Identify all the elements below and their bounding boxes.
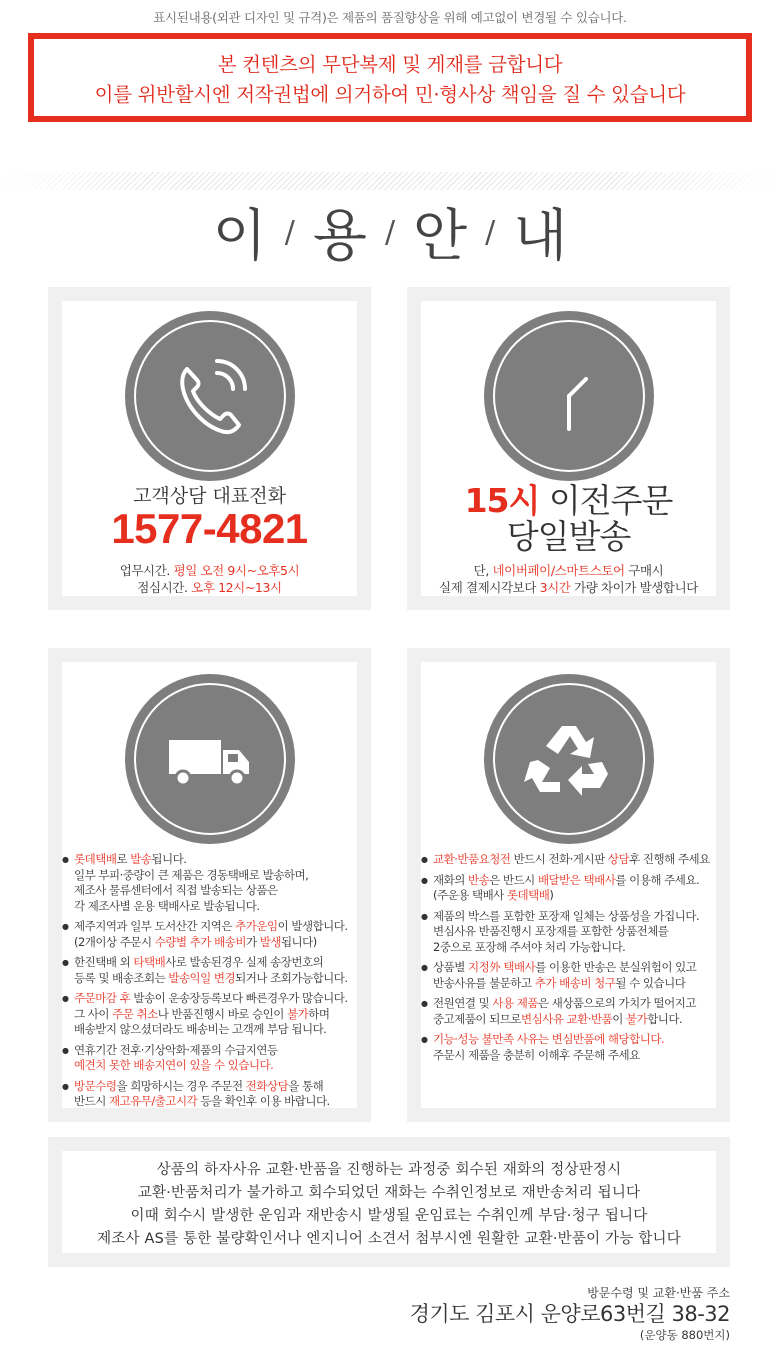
business-hours: 업무시간. 평일 오전 9시~오후5시 — [119, 563, 300, 578]
list-item: ● 롯데택배로 발송됩니다. 일부 부피·중량이 큰 제품은 경동택배로 발송하며, 제조사 물류센터에서 직접 발송되는 상품은 각 제조사별 운용 택배사로 발송됩니다. — [62, 852, 357, 914]
top-notice: 표시된내용(외관 디자인 및 규격)은 제품의 품질향상을 위해 예고없이 변경될 수 있습니다. — [153, 10, 627, 25]
order-cutoff: 15시 이전주문 — [464, 481, 673, 520]
list-item: ● 교환·반품요청전 반드시 전화·게시판 상담후 진행해 주세요 — [421, 852, 716, 868]
list-item: ● 연휴기간 전후·기상악화·제품의 수급지연등 예견치 못한 배송지연이 있을 수 있습니다. — [62, 1043, 357, 1074]
contact-phone-number[interactable]: 1577-4821 — [111, 505, 308, 552]
clock-icon — [484, 311, 654, 481]
defect-notice-line-1: 상품의 하자사유 교환·반품을 진행하는 과정중 회수된 재화의 정상판정시 — [156, 1162, 622, 1178]
returns-panel — [407, 648, 730, 1122]
return-address: 경기도 김포시 운양로63번길 38-32 — [409, 1302, 730, 1326]
warning-line-2: 이를 위반할시엔 저작권법에 의거하여 민·형사상 책임을 질 수 있습니다 — [94, 83, 686, 106]
copyright-warning-box — [28, 33, 752, 122]
contact-panel — [48, 287, 371, 610]
address-label: 방문수령 및 교환·반품 주소 — [587, 1286, 730, 1300]
warning-line-1: 본 컨텐츠의 무단복제 및 게재를 금합니다 — [217, 53, 563, 76]
list-item: ● 제주지역과 일부 도서산간 지역은 추가운임이 발생합니다. (2개이상 주문시 수량별 추가 배송비가 발생됩니다) — [62, 919, 357, 950]
list-item: ● 주문마감 후 발송이 운송장등록보다 빠른경우가 많습니다. 그 사이 주문 취소나 반품진행시 바로 승인이 불가하며 배송받지 않으셨더라도 배송비는 고객께 부담 됩니다. — [62, 991, 357, 1038]
title-char: 이 — [212, 204, 267, 269]
address-sub: (운양동 880번지) — [639, 1328, 730, 1342]
divider-fade — [0, 172, 780, 190]
defect-notice-line-2: 교환·반품처리가 불가하고 회수되었던 재화는 수취인정보로 재반송처리 됩니다 — [137, 1185, 641, 1201]
shipping-note-1: 단, 네이버페이/스마트스토어 구매시 — [473, 563, 664, 578]
list-item: ● 상품별 지정外 택배사를 이용한 반송은 분실위험이 있고 반송사유를 불문하고 추가 배송비 청구될 수 있습니다 — [421, 960, 716, 991]
defect-notice-line-3: 이때 회수시 발생한 운임과 재반송시 발생될 운임료는 수취인께 부담·청구 됩니다 — [130, 1208, 648, 1224]
shipping-note-2: 실제 결제시각보다 3시간 가량 차이가 발생합니다 — [439, 580, 698, 595]
title-separator: / — [485, 214, 496, 250]
title-char: 용 — [312, 204, 367, 269]
returns-notes — [421, 852, 716, 1068]
truck-icon — [125, 674, 295, 844]
defect-notice-box — [48, 1137, 730, 1267]
list-item: ● 재화의 반송은 반드시 배달받은 택배사를 이용해 주세요. (주운용 택배사 롯데택배) — [421, 873, 716, 904]
title-char: 안 — [413, 204, 468, 269]
shipping-time-panel — [407, 287, 730, 610]
defect-notice-line-4: 제조사 AS를 통한 불량확인서나 엔지니어 소견서 첨부시엔 원활한 교환·반품이 가능 합니다 — [97, 1231, 681, 1247]
title-char: 내 — [513, 204, 568, 269]
page-title — [0, 192, 780, 272]
delivery-panel — [48, 648, 371, 1122]
list-item: ● 한진택배 외 타택배사로 발송된경우 실제 송장번호의 등록 및 배송조회는 발송익일 변경되거나 조회가능합니다. — [62, 955, 357, 986]
recycle-icon — [484, 674, 654, 844]
delivery-notes — [62, 852, 357, 1115]
list-item: ● 제품의 박스를 포함한 포장재 일체는 상품성을 가집니다. 변심사유 반품진행시 포장재를 포함한 상품전체를 2중으로 포장해 주셔야 처리 가능합니다. — [421, 909, 716, 956]
same-day-shipping: 당일발송 — [506, 517, 631, 556]
list-item: ● 기능·성능 불만족 사유는 변심반품에 해당합니다. 주문시 제품을 충분히 이해후 주문해 주세요 — [421, 1032, 716, 1063]
contact-heading: 고객상담 대표전화 — [133, 485, 286, 507]
list-item: ● 전원연결 및 사용 제품은 새상품으로의 가치가 떨어지고 중고제품이 되므로변심사유 교환·반품이 불가합니다. — [421, 996, 716, 1027]
phone-icon — [125, 311, 295, 481]
lunch-hours: 점심시간. 오후 12시~13시 — [137, 580, 282, 595]
list-item: ● 방문수령을 희망하시는 경우 주문전 전화상담을 통해 반드시 재고유무/출고시각 등을 확인후 이용 바랍니다. — [62, 1079, 357, 1110]
title-separator: / — [384, 214, 396, 250]
title-separator: / — [284, 214, 295, 250]
